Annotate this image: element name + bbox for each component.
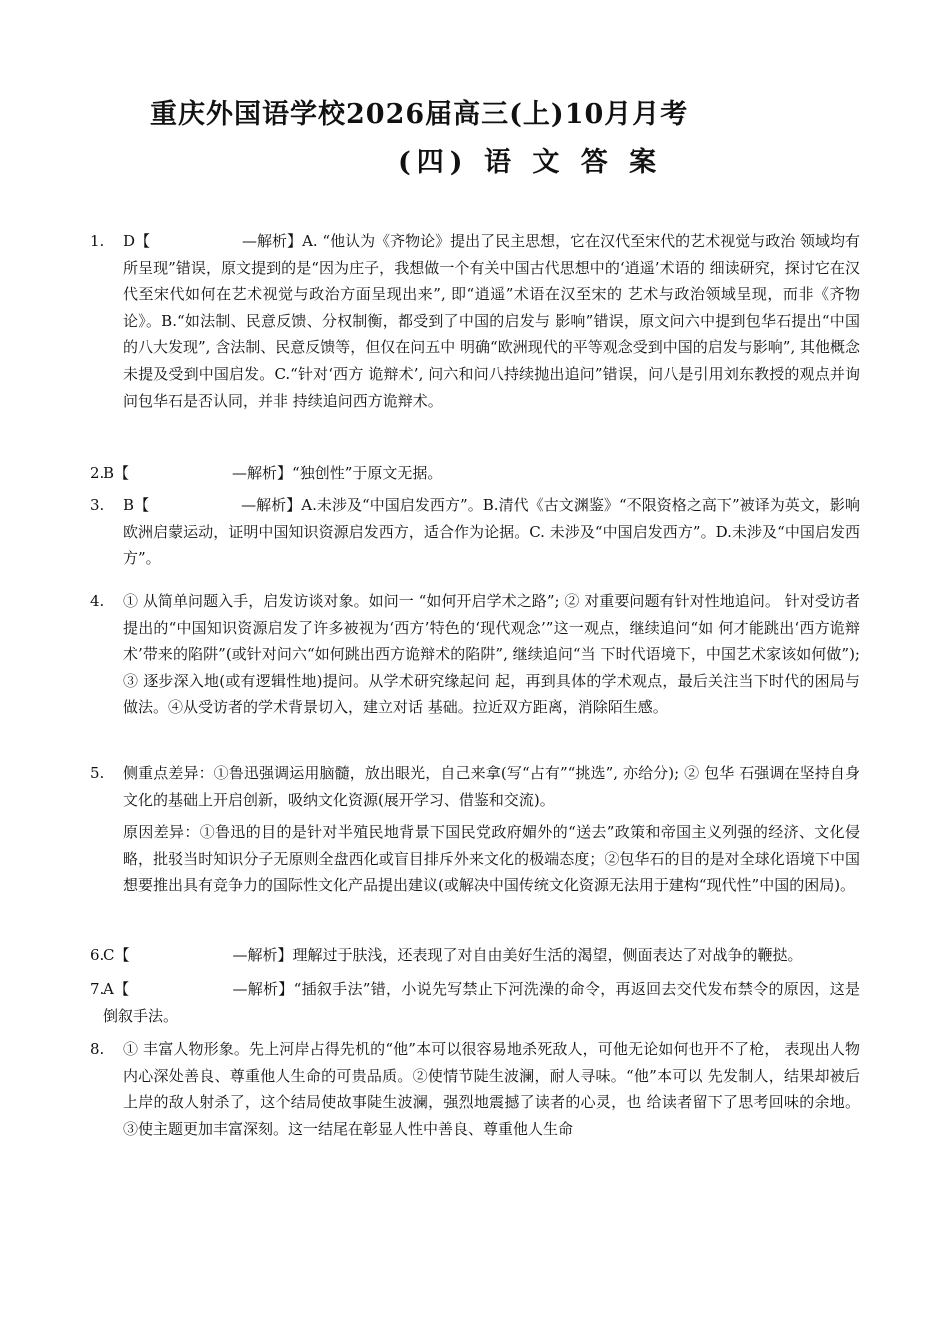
item-analysis-tag: —解析】 [232,464,293,482]
item-body [103,460,860,487]
answer-item-1 [90,228,860,414]
item-number: 4. [90,592,105,610]
item-text: 侧重点差异：①鲁迅强调运用脑髓，放出眼光，自己来拿(写“占有”“挑选”, 亦给分); ② 包华 石强调在坚持自身文化的基础上开启创新，吸纳文化资源(展开学习、借鉴和交流)。 [123,764,860,809]
item-answer: B【 [103,464,130,482]
answer-item-6 [90,942,860,969]
item-text: A. “他认为《齐物论》提出了民主思想，它在汉代至宋代的艺术视觉与政治 领域均有所呈现”错误，原文提到的是“因为庄子，我想做一个有关中国古代思想中的‘逍遥’术语的 细读研究，探讨它在汉代至宋代如何在艺术视觉与政治方面呈现出来”, 即“逍遥”术语在汉至宋的 艺术与政治领域呈现，而非《齐物论》。B.“如法制、民意反馈、分权制衡，都受到了中国的启发与 影响”错误，原文问六中提到包华石提出“中国的八大发现”, 含法制、民意反馈等，但仅在问五中 明确“欧洲现代的平等观念受到中国的启发与影响”, 其他概念未提及受到中国启发。C.“针对‘西方 诡辩术’, 问六和问八持续抛出追问”错误，问八是引用刘东教授的观点并询问包华石是否认同，并非 持续追问西方诡辩术。 [123,232,860,410]
item-answer: C【 [103,946,130,964]
answer-item-5 [90,760,860,899]
item-text: 理解过于肤浅，还表现了对自由美好生活的渴望，侧面表达了对战争的鞭挞。 [292,946,803,964]
item-number: 2. [90,464,105,482]
item-number: 6. [90,946,105,964]
item-analysis-tag: —解析】 [232,946,293,964]
item-number: 3. [90,496,105,514]
item-body [123,492,860,572]
answer-item-8 [90,1036,860,1142]
item-text-second-paragraph: 原因差异：①鲁迅的目的是针对半殖民地背景下国民党政府媚外的“送去”政策和帝国主义列强的经济、文化侵略，批驳当时知识分子无原则全盘西化或盲目排斥外来文化的极端态度；②包华石的目的是对全球化语境下中国想要推出具有竞争力的国际性文化产品提出建议(或解决中国传统文化资源无法用于建构“现代性”中国的困局)。 [123,823,860,895]
item-analysis-tag: —解析】 [241,496,302,514]
item-text: “独创性”于原文无据。 [292,464,443,482]
item-analysis-tag: —解析】 [242,232,303,250]
answer-item-4 [90,588,860,721]
page-title: 重庆外国语学校2026届高三(上)10月月考 [150,99,689,130]
page-subtitle: (四) 语 文 答 案 [398,147,663,178]
item-body [123,228,860,414]
answer-item-3 [90,492,860,572]
answer-item-2 [90,460,860,487]
item-analysis-tag: —解析】 [232,980,294,998]
item-body [103,942,860,969]
item-text: ① 丰富人物形象。先上河岸占得先机的“他”本可以很容易地杀死敌人，可他无论如何也开不了枪， 表现出人物内心深处善良、尊重他人生命的可贵品质。②使情节陡生波澜，耐人寻味。“他”本可以 先发制人，结果却被后上岸的敌人射杀了，这个结局使故事陡生波澜，强烈地震撼了读者的心灵，也 给读者留下了思考回味的余地。③使主题更加丰富深刻。这一结尾在彰显人性中善良、尊重他人生命 [123,1040,860,1138]
item-number: 5. [90,764,105,782]
item-body [103,976,860,1029]
item-answer: D【 [123,232,151,250]
item-text: A.未涉及“中国启发西方”。B.清代《古文渊鉴》“不限资格之高下”被译为英文，影响欧洲启蒙运动，证明中国知识资源启发西方，适合作为论据。C. 未涉及“中国启发西方”。D.未涉及“中国启发西方”。 [123,496,860,568]
item-text: ① 从简单问题入手，启发访谈对象。如问一 “如何开启学术之路”; ② 对重要问题有针对性地追问。 针对受访者提出的“中国知识资源启发了许多被视为‘西方’特色的‘现代观念’”这一观点，继续追问“如 何才能跳出‘西方诡辩术’带来的陷阱”(或针对问六“如何跳出西方诡辩术的陷阱”, 继续追问“当 下时代语境下，中国艺术家该如何做”); ③ 逐步深入地(或有逻辑性地)提问。从学术研究缘起问 起，再到具体的学术观点，最后关注当下时代的困局与做法。④从受访者的学术背景切入，建立对话 基础。拉近双方距离，消除陌生感。 [123,592,860,717]
item-answer: B【 [123,496,150,514]
item-number: 8. [90,1040,105,1058]
item-number: 7. [90,980,105,998]
item-answer: A【 [103,980,130,998]
answer-item-7 [90,976,860,1029]
item-text: “插叙手法”错，小说先写禁止下河洗澡的命令，再返回去交代发布禁令的原因，这是倒叙手法。 [103,980,860,1025]
item-number: 1. [90,232,105,250]
